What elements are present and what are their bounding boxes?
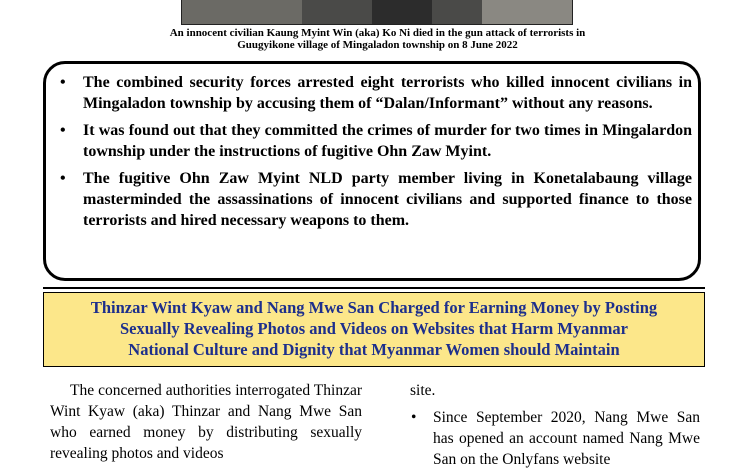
headline-line: Thinzar Wint Kyaw and Nang Mwe San Charged for Earning Money by Posting [90, 298, 658, 317]
summary-box [43, 61, 701, 281]
section-divider [43, 287, 705, 289]
photo-region [482, 0, 572, 24]
article-paragraph: The concerned authorities interrogated Thinzar Wint Kyaw (aka) Thinzar and Nang Mwe San who earned money by distributing sexually revealing photos and videos [50, 382, 362, 462]
bullet-icon: • [60, 74, 66, 91]
bullet-icon: • [60, 170, 66, 187]
article-bullet-item [410, 407, 700, 470]
photo-region [372, 0, 432, 24]
summary-item-text: It was found out that they committed the crimes of murder for two times in Mingalardon township under the instructions of fugitive Ohn Zaw Myint. [83, 122, 692, 160]
summary-list [56, 72, 692, 237]
article-bullet-text: Since September 2020, Nang Mwe San has opened an account named Nang Mwe San on the Onlyfans website [433, 409, 700, 468]
article-headline [43, 292, 705, 367]
article-column-left [50, 380, 362, 464]
photo-region [182, 0, 302, 24]
article-paragraph: site. [410, 382, 436, 399]
photo-caption [120, 27, 635, 51]
article-column-right [410, 380, 700, 470]
summary-item [56, 72, 692, 114]
bullet-icon: • [60, 122, 66, 139]
summary-item [56, 120, 692, 162]
bullet-icon: • [411, 409, 417, 426]
summary-item-text: The combined security forces arrested eight terrorists who killed innocent civilians in Mingaladon township by accusing them of “Dalan/Informant” without any reasons. [83, 74, 692, 112]
caption-line: Guugyikone village of Mingaladon township on 8 June 2022 [237, 39, 518, 51]
news-photo [181, 0, 573, 25]
headline-line: Sexually Revealing Photos and Videos on Websites that Harm Myanmar [119, 319, 628, 338]
caption-line: An innocent civilian Kaung Myint Win (aka) Ko Ni died in the gun attack of terrorists in [169, 27, 586, 39]
summary-item-text: The fugitive Ohn Zaw Myint NLD party member living in Konetalabaung village masterminded the assassinations of innocent civilians and supported finance to those terrorists and hired necessary weapons to them. [83, 170, 692, 229]
headline-line: National Culture and Dignity that Myanmar Women should Maintain [128, 340, 620, 359]
summary-item [56, 168, 692, 231]
